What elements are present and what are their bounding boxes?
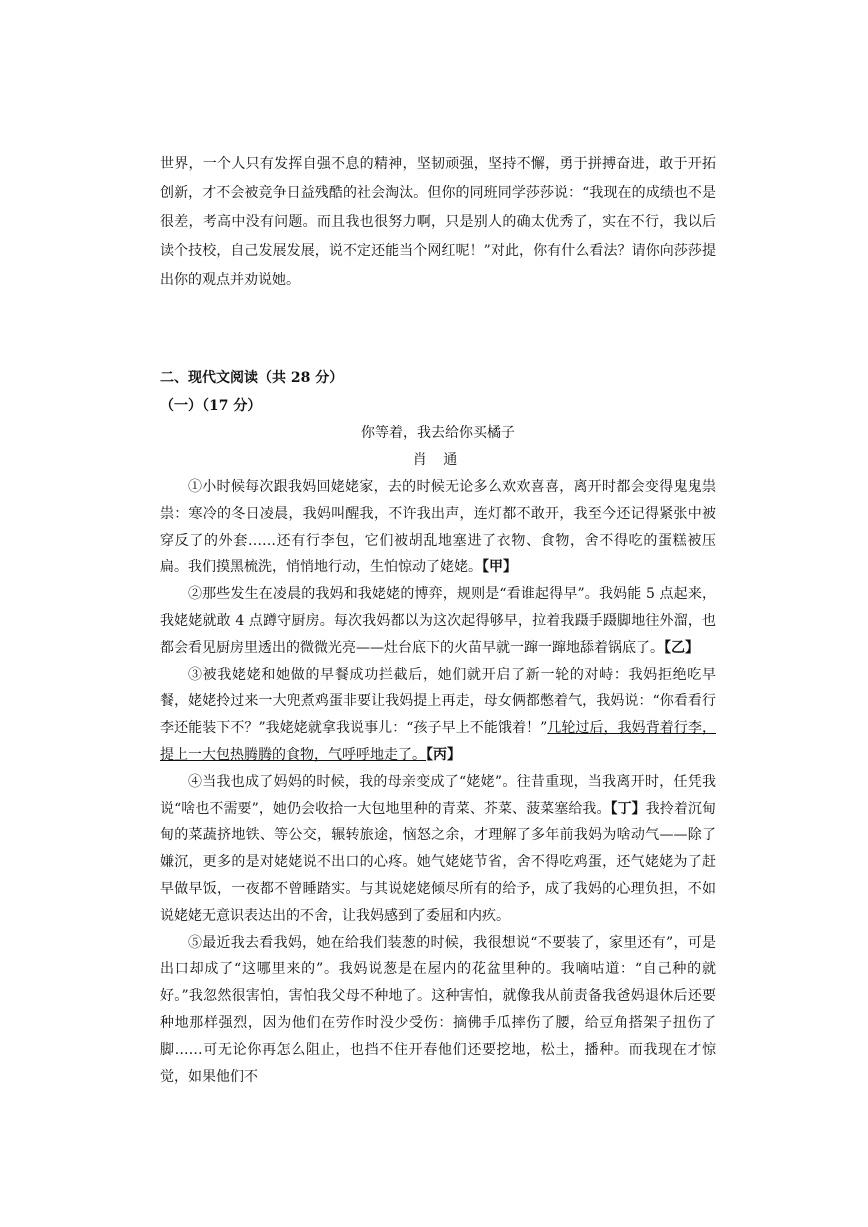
paragraph-5 — [160, 930, 716, 1091]
paragraph-1 — [160, 474, 716, 581]
article-body — [160, 474, 716, 1090]
paragraph-4-text-a: ④当我也成了妈妈的时候，我的母亲变成了“姥姥”。往昔重现，当我离开时，任凭我说“啥也不需要”，她仍会收拾一大包地里种的青菜、芥菜、菠菜塞给我。 — [160, 773, 716, 817]
marker-ding: 【丁】 — [610, 800, 646, 817]
marker-bing: 【丙】 — [426, 746, 461, 763]
section-title: 二、现代文阅读（共 28 分） — [160, 370, 344, 386]
paragraph-4-text-b: 我拎着沉甸甸的菜蔬挤地铁、等公交，辗转旅途，恼怒之余，才理解了多年前我妈为啥动气——除了嫌沉，更多的是对姥姥说不出口的心疼。她气姥姥节省，舍不得吃鸡蛋，还气姥姥为了赶早做早饭，一夜都不曾睡踏实。与其说姥姥倾尽所有的给予，成了我妈的心理负担，不如说姥姥无意识表达出的不舍，让我妈感到了委屈和内疚。 — [160, 800, 717, 924]
paragraph-5-text: ⑤最近我去看我妈，她在给我们装葱的时候，我很想说“不要装了，家里还有”，可是出口却成了“这哪里来的”。我妈说葱是在屋内的花盆里种的。我嘀咕道：“自己种的就好。”我忽然很害怕，害怕我父母不种地了。这种害怕，就像我从前责备我爸妈退休后还要种地那样强烈，因为他们在劳作时没少受伤：摘佛手瓜摔伤了腰，给豆角搭架子扭伤了脚……可无论你再怎么阻止，也挡不住开春他们还要挖地，松土，播种。而我现在才惊觉，如果他们不 — [160, 934, 716, 1085]
writing-prompt-text: 世界，一个人只有发挥自强不息的精神，坚韧顽强，坚持不懈，勇于拼搏奋进，敢于开拓创新，才不会被竞争日益残酷的社会淘汰。但你的同班同学莎莎说：“我现在的成绩也不是很差，考高中没有问题。而且我也很努力啊，只是别人的确太优秀了，实在不行，我以后读个技校，自己发展发展，说不定还能当个网红呢！”对此，你有什么看法？请你向莎莎提出你的观点并劝说她。 — [160, 156, 716, 288]
paragraph-2-text: ②那些发生在凌晨的我妈和我姥姥的博弈，规则是“看谁起得早”。我妈能 5 点起来，我姥姥就敢 4 点蹲守厨房。每次我妈都以为这次起得够早，拉着我蹑手蹑脚地往外溜，也都会看见厨房里透出的微微光亮——灶台底下的火苗早就一蹿一蹿地舔着锅底了。 — [160, 586, 716, 656]
paragraph-3 — [160, 662, 716, 769]
marker-yi: 【乙】 — [664, 639, 699, 656]
paragraph-3-text: ③被我姥姥和她做的早餐成功拦截后，她们就开启了新一轮的对峙：我妈拒绝吃早餐，姥姥拎过来一大兜煮鸡蛋非要让我妈提上再走，母女俩都憋着气，我妈说：“你看看行李还能装下不？”我姥姥就拿我说事儿：“孩子早上不能饿着！” — [160, 666, 716, 737]
article-title: 你等着，我去给你买橘子 — [361, 425, 515, 441]
sub-section-title: （一）（17 分） — [160, 398, 262, 414]
article-author: 肖 通 — [412, 452, 464, 468]
paragraph-4 — [160, 769, 716, 930]
paragraph-1-text: ①小时候每次跟我妈回姥姥家，去的时候无论多么欢欢喜喜，离开时都会变得鬼鬼祟祟：寒冷的冬日凌晨，我妈叫醒我，不许我出声，连灯都不敢开，我至今还记得紧张中被穿反了的外套……还有行李包，它们被胡乱地塞进了衣物、食物，舍不得吃的蛋糕被压扁。我们摸黑梳洗，悄悄地行动，生怕惊动了姥姥。 — [160, 479, 716, 576]
underlined-sentence: 几轮过后，我妈背着行李，提上一大包热腾腾的食物，气呼呼地走了。 — [160, 720, 716, 763]
marker-jia: 【甲】 — [482, 559, 517, 576]
paragraph-2 — [160, 581, 716, 661]
